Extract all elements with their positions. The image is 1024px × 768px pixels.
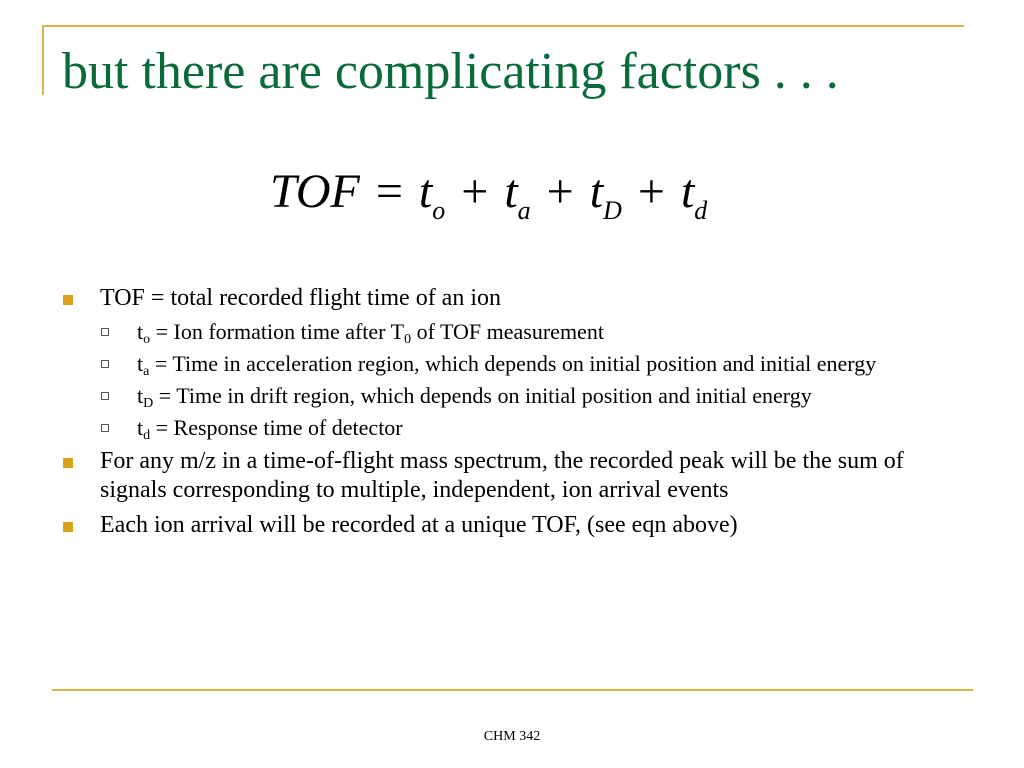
frame-top-line [42,25,964,27]
bullet-text: TOF = total recorded flight time of an ion [100,285,502,311]
slide-footer: CHM 342 [483,729,541,744]
sub-bullet-text: $t_D$ = Time in drift region, which depends on initial position and initial energy [137,383,812,411]
equation-plus: + [637,165,665,218]
equation-term: $t_a$ [504,165,531,225]
tof-equation [270,160,707,224]
sub-bullet-text: $t_o$ = Ion formation time after $T_0$ of TOF measurement [137,319,604,347]
square-bullet-icon [63,458,73,468]
hollow-square-bullet-icon [101,360,109,368]
equation-plus: + [546,165,574,218]
sub-bullet-text: $t_a$ = Time in acceleration region, which depends on initial position and initial energy [137,351,877,379]
frame-bottom-line [52,689,973,691]
equation-equals: = [375,165,403,218]
equation-term: $t_o$ [418,165,446,225]
sub-bullet-item [0,351,1024,379]
bullet-item [0,447,1024,505]
square-bullet-icon [63,295,73,305]
bullet-item [0,284,1024,313]
slide-title: but there are complicating factors . . . [62,43,839,100]
sub-bullet-item [0,383,1024,411]
equation-term: $t_d$ [680,165,708,225]
square-bullet-icon [63,522,73,532]
bullet-list [0,284,1024,546]
hollow-square-bullet-icon [101,424,109,432]
frame-left-line [42,25,44,95]
bullet-text: For any m/z in a time-of-flight mass spectrum, the recorded peak will be the sum of signals corresponding to multiple, independent, ion arrival events [100,448,904,503]
hollow-square-bullet-icon [101,328,109,336]
sub-bullet-item [0,415,1024,443]
hollow-square-bullet-icon [101,392,109,400]
equation-term: $t_D$ [589,165,622,225]
sub-bullet-text: $t_d$ = Response time of detector [137,415,403,443]
equation-lhs: TOF [270,165,360,218]
bullet-item [0,511,1024,540]
sub-bullet-item [0,319,1024,347]
bullet-text: Each ion arrival will be recorded at a unique TOF, (see eqn above) [100,512,738,538]
equation-plus: + [461,165,489,218]
